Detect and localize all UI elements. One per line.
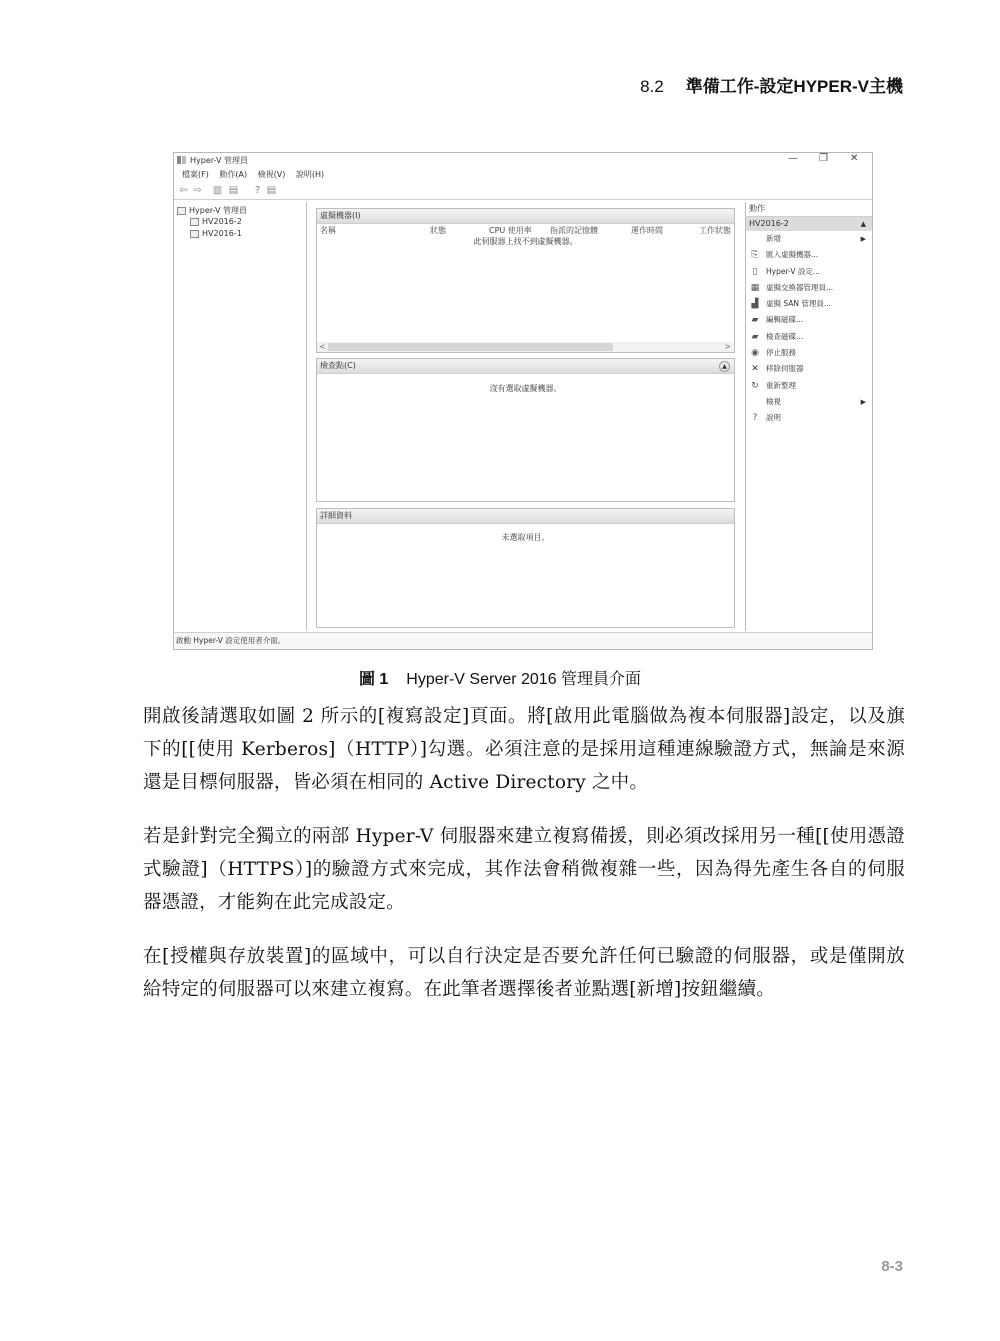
section-number: 8.2 <box>640 77 664 96</box>
action-remove-server[interactable] <box>746 361 872 377</box>
stop-icon: ◉ <box>751 348 759 359</box>
action-label: 虛擬交換器管理員... <box>766 282 834 292</box>
body-paragraph-2: 若是針對完全獨立的兩部 Hyper-V 伺服器來建立複寫備援，則必須改採用另一種[[使用憑證式驗證]（HTTPS）]的驗證方式來完成，其作法會稍微複雜一些，因為得先產生各自的伺服器憑證，才能夠在此完成設定。 <box>143 826 905 913</box>
column-header-cpu[interactable]: CPU 使用率 <box>489 226 532 235</box>
window-title: Hyper-V 管理員 <box>190 156 248 165</box>
tree-server-hv2016-2[interactable] <box>190 217 242 226</box>
horizontal-scrollbar[interactable] <box>317 342 734 352</box>
menu-bar <box>174 169 872 182</box>
action-virtual-switch-manager[interactable] <box>746 280 872 296</box>
scroll-left-arrow[interactable]: < <box>319 342 326 351</box>
server-icon <box>190 230 199 238</box>
up-folder-icon[interactable]: ▥ <box>212 185 223 196</box>
action-help[interactable] <box>746 410 872 426</box>
import-icon: ⎘ <box>751 250 759 261</box>
collapse-up-icon[interactable]: ▲ <box>860 220 866 228</box>
back-arrow-icon[interactable]: ⇦ <box>179 185 188 196</box>
running-header <box>640 72 903 97</box>
tree-server-hv2016-1[interactable] <box>190 229 242 238</box>
navigation-tree <box>174 202 307 631</box>
checkpoints-panel <box>316 358 735 502</box>
inspect-disk-icon: ▰ <box>751 331 759 342</box>
tree-server-label: HV2016-1 <box>202 229 242 238</box>
action-stop-service[interactable] <box>746 345 872 361</box>
show-hide-tree-icon[interactable]: ▤ <box>228 185 239 196</box>
action-label: 新增 <box>766 234 781 243</box>
action-refresh[interactable] <box>746 378 872 394</box>
action-label: 檢視 <box>766 396 781 406</box>
details-empty-message: 未選取項目。 <box>501 533 550 542</box>
action-import-vm[interactable] <box>746 247 872 263</box>
action-edit-disk[interactable] <box>746 312 872 328</box>
figure-caption-text: Hyper-V Server 2016 管理員介面 <box>406 671 642 688</box>
minimize-button[interactable]: — <box>788 153 798 164</box>
collapse-icon[interactable]: ▲ <box>719 361 730 372</box>
help-icon: ? <box>752 413 758 424</box>
action-virtual-san-manager[interactable] <box>746 296 872 312</box>
menu-action[interactable]: 動作(A) <box>219 170 248 179</box>
column-header-status[interactable]: 工作狀態 <box>699 226 731 235</box>
scroll-right-arrow[interactable]: > <box>724 342 731 351</box>
title-bar <box>174 153 872 167</box>
action-label: 重新整理 <box>766 380 796 390</box>
hyper-v-manager-window <box>173 152 873 650</box>
checkpoint-empty-message: 沒有選取虛擬機器。 <box>489 384 562 393</box>
vm-column-headers <box>317 224 734 236</box>
menu-view[interactable]: 檢視(V) <box>257 170 286 179</box>
san-icon: ▟ <box>751 299 759 310</box>
action-label: 虛擬 SAN 管理員... <box>766 299 832 309</box>
action-label: 停止服務 <box>766 348 796 358</box>
actions-group-header[interactable] <box>746 217 872 231</box>
action-label: 說明 <box>766 413 781 423</box>
submenu-arrow-icon: ▶ <box>860 235 866 243</box>
action-new[interactable] <box>746 231 872 247</box>
column-header-uptime[interactable]: 運作時間 <box>631 226 663 235</box>
column-header-name[interactable]: 名稱 <box>320 226 336 235</box>
scrollbar-thumb[interactable] <box>328 343 613 351</box>
checkpoint-panel-title: 檢查點(C) <box>320 361 356 370</box>
tree-server-label: HV2016-2 <box>202 217 242 226</box>
vm-panel-title: 虛擬機器(I) <box>317 209 734 224</box>
maximize-button[interactable]: ❐ <box>819 153 828 164</box>
checkpoint-panel-header <box>317 359 734 374</box>
server-icon <box>190 218 199 226</box>
action-inspect-disk[interactable] <box>746 329 872 345</box>
close-button[interactable]: ✕ <box>850 153 859 164</box>
tree-root-label: Hyper-V 管理員 <box>189 206 247 215</box>
toolbar <box>174 183 872 200</box>
body-paragraph-3: 在[授權與存放裝置]的區域中，可以自行決定是否要允許任何已驗證的伺服器，或是僅開放給特定的伺服器可以來建立複寫。在此筆者選擇後者並點選[新增]按鈕繼續。 <box>143 946 905 1000</box>
figure-caption <box>0 666 1000 689</box>
settings-doc-icon: ▯ <box>752 266 758 277</box>
app-icon <box>177 156 186 164</box>
action-label: 匯入虛擬機器... <box>766 250 819 260</box>
column-header-memory[interactable]: 指派的記憶體 <box>550 226 598 235</box>
actions-title: 動作 <box>746 202 872 217</box>
virtual-machines-panel <box>316 208 735 353</box>
body-paragraph-1: 開啟後請選取如圖 2 所示的[複寫設定]頁面。將[啟用此電腦做為複本伺服器]設定，以及旗下的[[使用 Kerberos]（HTTP）]勾選。必須注意的是採用這種連線驗證方式，無論是來源還是目標伺服器，皆必須在相同的 Active Directory 之中。 <box>143 706 905 793</box>
figure-number: 圖 1 <box>358 671 389 688</box>
section-title: 準備工作-設定HYPER-V主機 <box>685 77 903 96</box>
actions-group-label: HV2016-2 <box>749 219 789 228</box>
page-number: 8-3 <box>881 1258 903 1275</box>
action-label: 編輯磁碟... <box>766 315 804 325</box>
action-label: 檢查磁碟... <box>766 331 804 341</box>
action-label: 移除伺服器 <box>766 364 804 374</box>
actions-pane <box>745 202 872 631</box>
show-hide-action-pane-icon[interactable]: ▤ <box>266 185 277 196</box>
action-label: Hyper-V 設定... <box>766 266 820 276</box>
details-panel <box>316 508 735 628</box>
details-panel-title: 詳細資料 <box>317 509 734 524</box>
vm-empty-message: 此伺服器上找不到虛擬機器。 <box>473 237 578 246</box>
switch-icon: ▦ <box>750 282 760 293</box>
menu-help[interactable]: 說明(H) <box>295 170 325 179</box>
forward-arrow-icon[interactable]: ⇨ <box>193 185 202 196</box>
help-icon[interactable]: ? <box>254 185 261 196</box>
edit-disk-icon: ▰ <box>751 315 759 326</box>
status-bar: 啟動 Hyper-V 設定使用者介面。 <box>174 632 872 649</box>
column-header-state[interactable]: 狀態 <box>430 226 446 235</box>
manager-icon <box>177 207 186 215</box>
submenu-arrow-icon: ▶ <box>860 397 866 406</box>
refresh-icon: ↻ <box>751 380 759 391</box>
action-hyperv-settings[interactable] <box>746 264 872 280</box>
action-view[interactable] <box>746 394 872 410</box>
menu-file[interactable]: 檔案(F) <box>182 170 209 179</box>
tree-root[interactable] <box>177 205 247 216</box>
remove-icon: ✕ <box>751 364 759 375</box>
